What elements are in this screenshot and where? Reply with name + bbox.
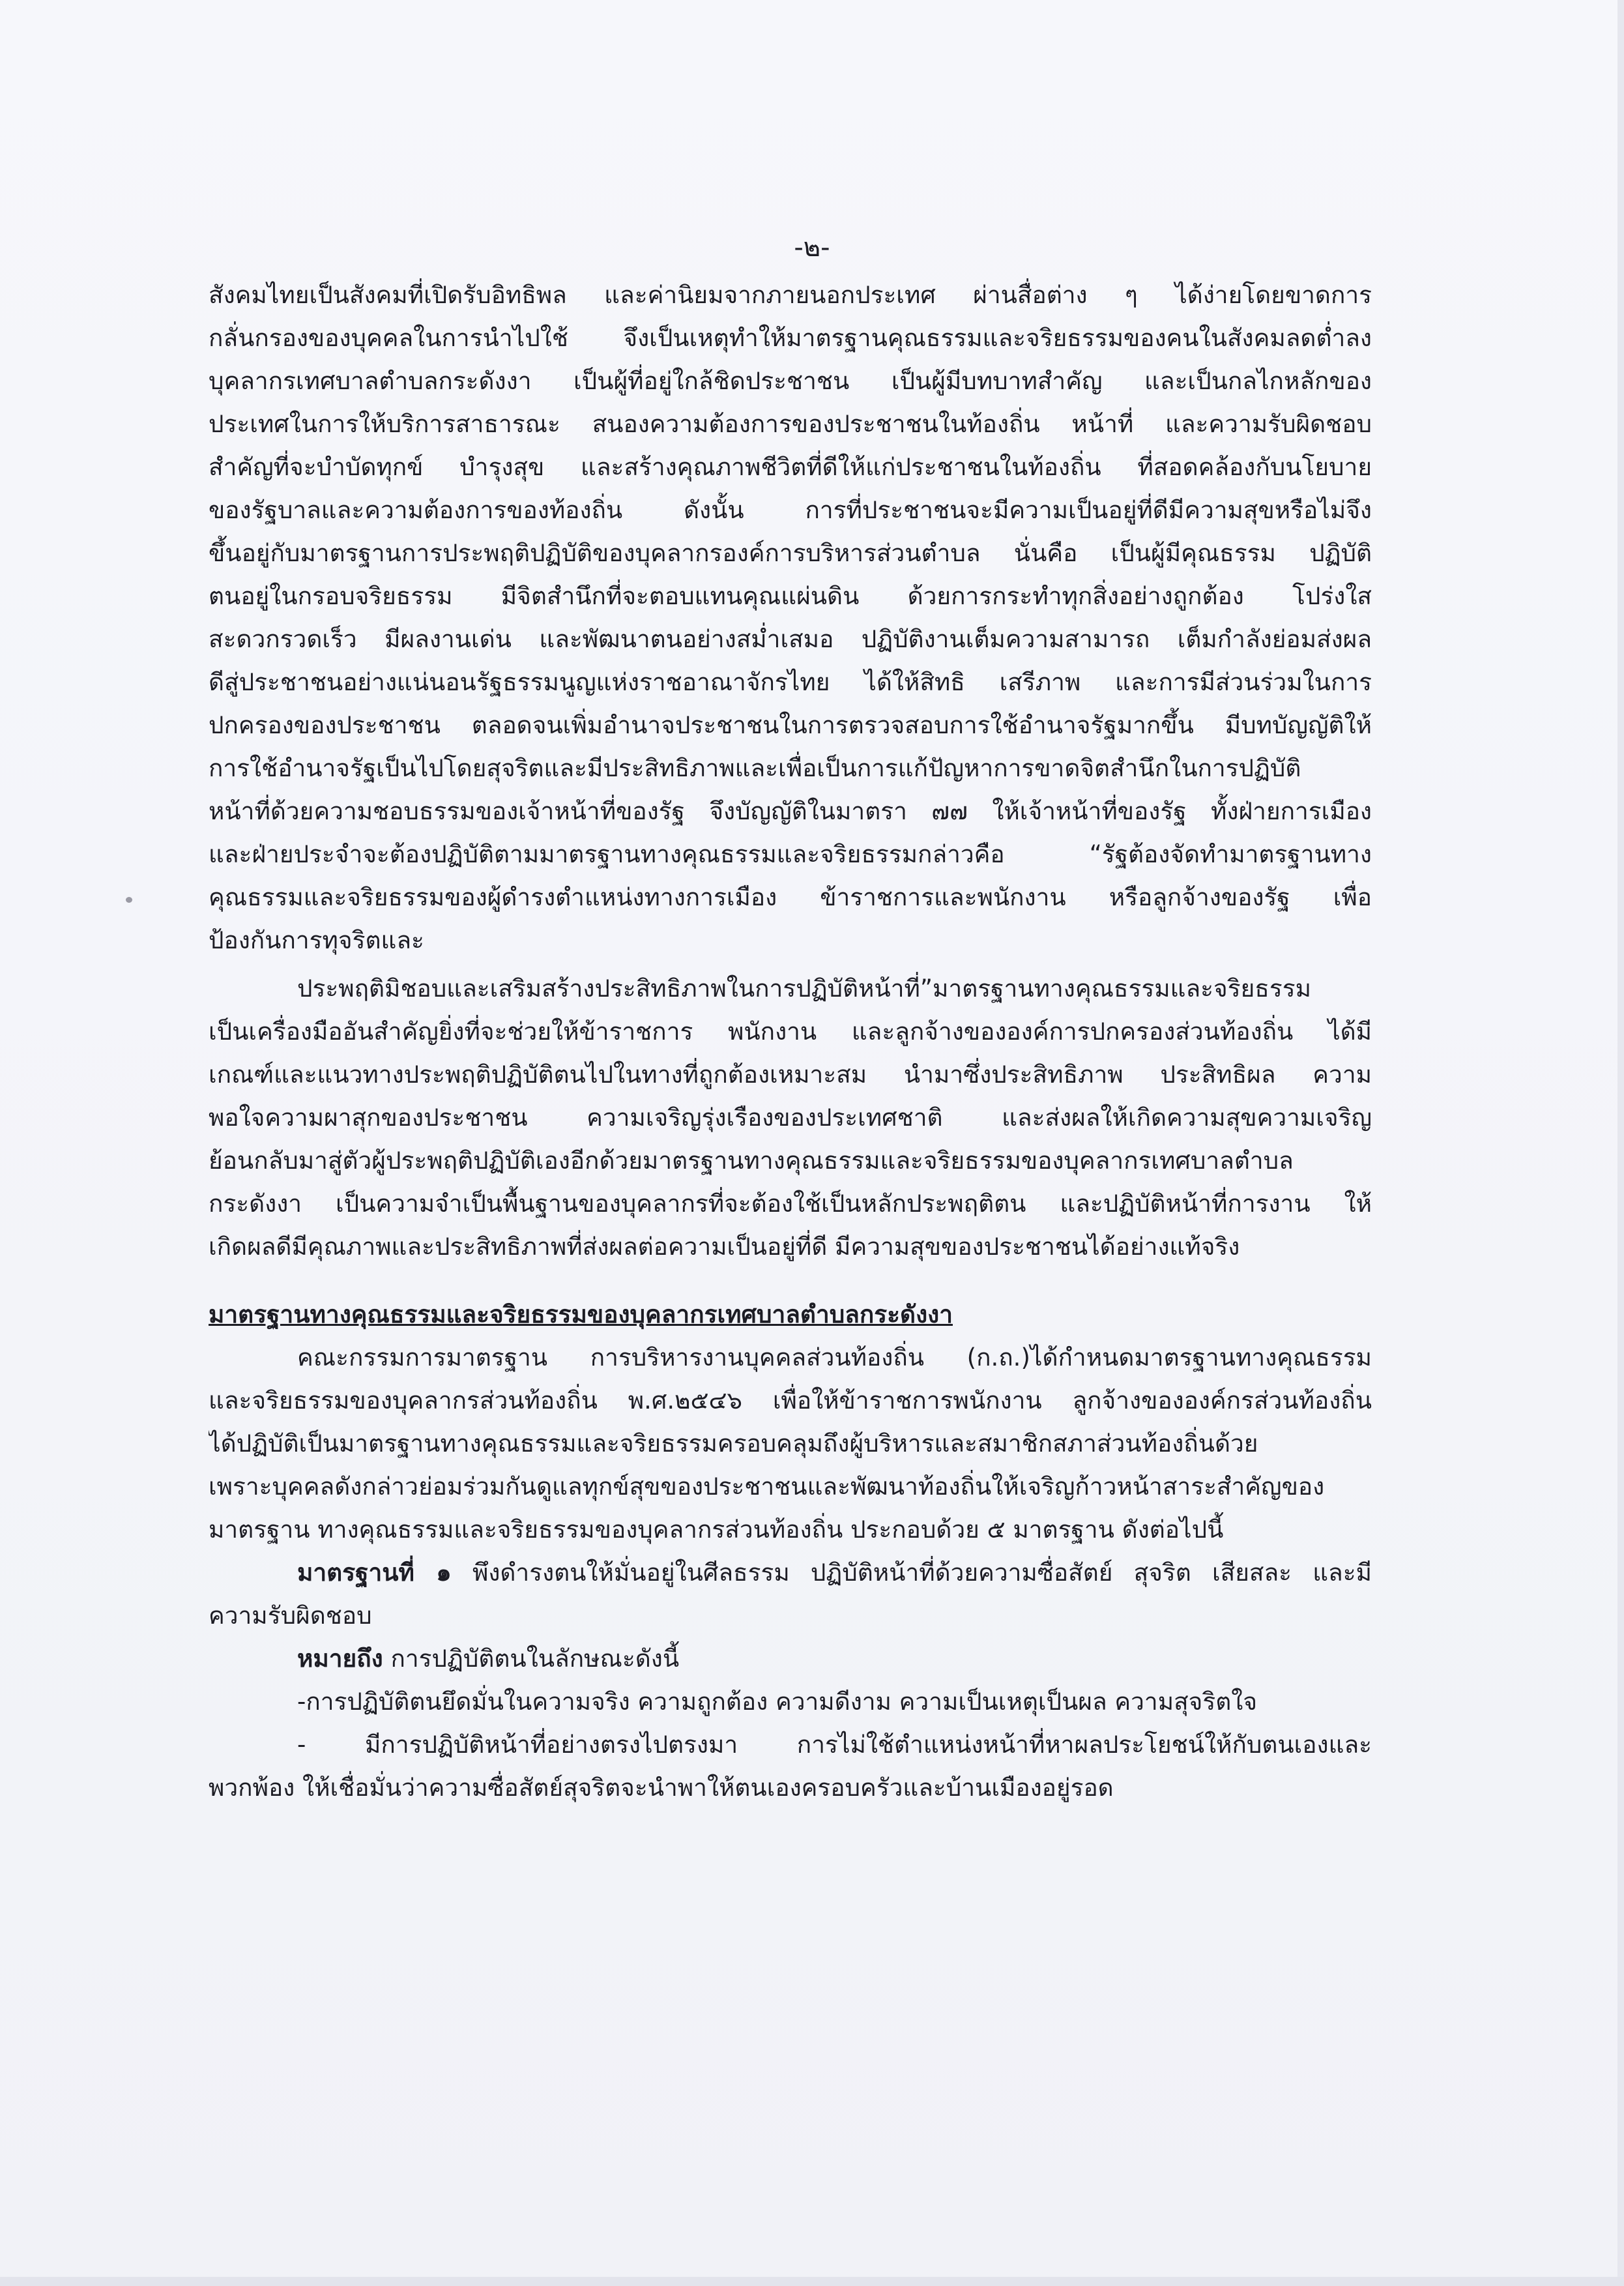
text-line: ปกครองของประชาชน ตลอดจนเพิ่มอำนาจประชาชนในการตรวจสอบการใช้อำนาจรัฐมากขึ้น มีบทบัญญัติให้ (209, 711, 1372, 739)
text-line: หน้าที่ด้วยความชอบธรรมของเจ้าหน้าที่ของรัฐ จึงบัญญัติในมาตรา ๗๗ ให้เจ้าหน้าที่ของรัฐ ทั้งฝ่ายการเมือง (209, 797, 1372, 825)
text-line: สำคัญที่จะบำบัดทุกข์ บำรุงสุข และสร้างคุณภาพชีวิตที่ดีให้แก่ประชาชนในท้องถิ่น ที่สอดคล้องกับนโยบาย (209, 453, 1372, 481)
text-line: เพราะบุคคลดังกล่าวย่อมร่วมกันดูแลทุกข์สุขของประชาชนและพัฒนาท้องถิ่นให้เจริญก้าวหน้าสาระสำคัญของ (209, 1473, 1325, 1501)
page-number: -๒- (794, 233, 830, 263)
meaning-label: หมายถึง (297, 1645, 383, 1673)
text-line: ดีสู่ประชาชนอย่างแน่นอนรัฐธรรมนูญแห่งราชอาณาจักรไทย ได้ให้สิทธิ เสรีภาพ และการมีส่วนร่วมในการ (209, 668, 1372, 696)
text-line: สะดวกรวดเร็ว มีผลงานเด่น และพัฒนาตนอย่างสม่ำเสมอ ปฏิบัติงานเต็มความสามารถ เต็มกำลังย่อมส่งผล (209, 625, 1372, 653)
text-line: เกิดผลดีมีคุณภาพและประสิทธิภาพที่ส่งผลต่อความเป็นอยู่ที่ดี มีความสุขของประชาชนได้อย่างแท้จริง (209, 1233, 1240, 1261)
text-line: กระดังงา เป็นความจำเป็นพื้นฐานของบุคลากรที่จะต้องใช้เป็นหลักประพฤติตน และปฏิบัติหน้าที่การงาน ให้ (209, 1190, 1372, 1218)
text-line: พอใจความผาสุกของประชาชน ความเจริญรุ่งเรืองของประเทศชาติ และส่งผลให้เกิดความสุขความเจริญ (209, 1104, 1372, 1132)
text-line: ของรัฐบาลและความต้องการของท้องถิ่น ดังนั้น การที่ประชาชนจะมีความเป็นอยู่ที่ดีมีความสุขหรือไม่จึง (209, 496, 1372, 524)
text-line: ความรับผิดชอบ (209, 1602, 372, 1630)
meaning-line (209, 1637, 1372, 1680)
standard-1 (209, 1551, 1372, 1637)
text-line (209, 1551, 1372, 1594)
list-item: -การปฏิบัติตนยึดมั่นในความจริง ความถูกต้อง ความดีงาม ความเป็นเหตุเป็นผล ความสุจริตใจ (297, 1688, 1258, 1716)
text-line: เกณฑ์และแนวทางประพฤติปฏิบัติตนไปในทางที่ถูกต้องเหมาะสม นำมาซึ่งประสิทธิภาพ ประสิทธิผล ความ (209, 1061, 1372, 1089)
scan-edge-bottom (0, 2277, 1624, 2286)
section-heading: มาตรฐานทางคุณธรรมและจริยธรรมของบุคลากรเทศบาลตำบลกระดังงา (209, 1300, 953, 1328)
paragraph-committee (209, 1336, 1372, 1551)
text-line: สังคมไทยเป็นสังคมที่เปิดรับอิทธิพล และค่านิยมจากภายนอกประเทศ ผ่านสื่อต่าง ๆ ได้ง่ายโดยขาดการ (209, 281, 1372, 309)
text-line: ได้ปฏิบัติเป็นมาตรฐานทางคุณธรรมและจริยธรรมครอบคลุมถึงผู้บริหารและสมาชิกสภาส่วนท้องถิ่นด้วย (209, 1429, 1258, 1458)
text-line: ป้องกันการทุจริตและ (209, 926, 424, 954)
text-line: และจริยธรรมของบุคลากรส่วนท้องถิ่น พ.ศ.๒๕๔๖ เพื่อให้ข้าราชการพนักงาน ลูกจ้างขององค์กรส่วนท้องถิ่น (209, 1386, 1372, 1414)
document-body (209, 274, 1372, 1810)
list-item-continuation: พวกพ้อง ให้เชื่อมั่นว่าความซื่อสัตย์สุจริตจะนำพาให้ตนเองครอบครัวและบ้านเมืองอยู่รอด (209, 1774, 1114, 1802)
text-line: การใช้อำนาจรัฐเป็นไปโดยสุจริตและมีประสิทธิภาพและเพื่อเป็นการแก้ปัญหาการขาดจิตสำนึกในการปฏิบัติ (209, 754, 1301, 782)
text-line: คณะกรรมการมาตรฐาน การบริหารงานบุคคลส่วนท้องถิ่น (ก.ถ.)ได้กำหนดมาตรฐานทางคุณธรรม (297, 1343, 1372, 1371)
text-line: กลั่นกรองของบุคคลในการนำไปใช้ จึงเป็นเหตุทำให้มาตรฐานคุณธรรมและจริยธรรมของคนในสังคมลดต่ำลง (209, 324, 1372, 352)
text-line: เป็นเครื่องมืออันสำคัญยิ่งที่จะช่วยให้ข้าราชการ พนักงาน และลูกจ้างขององค์การปกครองส่วนท้องถิ่น ได้มี (209, 1018, 1372, 1046)
standard-1-label: มาตรฐานที่ ๑ (297, 1559, 452, 1587)
scan-speck (126, 897, 132, 903)
text-line: ประพฤติมิชอบและเสริมสร้างประสิทธิภาพในการปฏิบัติหน้าที่”มาตรฐานทางคุณธรรมและจริยธรรม (297, 974, 1311, 1003)
text-line: คุณธรรมและจริยธรรมของผู้ดำรงตำแหน่งทางการเมือง ข้าราชการและพนักงาน หรือลูกจ้างของรัฐ เพื่อ (209, 883, 1372, 911)
paragraph-intro (209, 274, 1372, 962)
text-line: บุคลากรเทศบาลตำบลกระดังงา เป็นผู้ที่อยู่ใกล้ชิดประชาชน เป็นผู้มีบทบาทสำคัญ และเป็นกลไกหลักของ (209, 367, 1372, 395)
spacer (209, 962, 1372, 967)
text-line: มาตรฐาน ทางคุณธรรมและจริยธรรมของบุคลากรส่วนท้องถิ่น ประกอบด้วย ๕ มาตรฐาน ดังต่อไปนี้ (209, 1516, 1224, 1544)
text-line: ประเทศในการให้บริการสาธารณะ สนองความต้องการของประชาชนในท้องถิ่น หน้าที่ และความรับผิดชอบ (209, 410, 1372, 438)
text-line: ย้อนกลับมาสู่ตัวผู้ประพฤติปฏิบัติเองอีกด้วยมาตรฐานทางคุณธรรมและจริยธรรมของบุคลากรเทศบาลตำบล (209, 1147, 1294, 1175)
text-line: ขึ้นอยู่กับมาตรฐานการประพฤติปฏิบัติของบุคลากรองค์การบริหารส่วนตำบล นั่นคือ เป็นผู้มีคุณธรรม ปฏิบัติ (209, 539, 1372, 567)
spacer (209, 1268, 1372, 1293)
list-item: - มีการปฏิบัติหน้าที่อย่างตรงไปตรงมา การไม่ใช้ตำแหน่งหน้าที่หาผลประโยชน์ให้กับตนเองและ (297, 1731, 1372, 1759)
meaning-text: การปฏิบัติตนในลักษณะดังนี้ (383, 1645, 680, 1673)
paragraph-standards-importance (209, 967, 1372, 1268)
text-line: และฝ่ายประจำจะต้องปฏิบัติตามมาตรฐานทางคุณธรรมและจริยธรรมกล่าวคือ “รัฐต้องจัดทำมาตรฐานทาง (209, 840, 1372, 868)
text-line: ตนอยู่ในกรอบจริยธรรม มีจิตสำนึกที่จะตอบแทนคุณแผ่นดิน ด้วยการกระทำทุกสิ่งอย่างถูกต้อง โปร่งใส (209, 582, 1372, 610)
standard-1-text: พึงดำรงตนให้มั่นอยู่ในศีลธรรม ปฏิบัติหน้าที่ด้วยความซื่อสัตย์ สุจริต เสียสละ และมี (451, 1559, 1372, 1587)
scan-edge-right (1617, 0, 1624, 2286)
meaning-list (209, 1680, 1372, 1810)
